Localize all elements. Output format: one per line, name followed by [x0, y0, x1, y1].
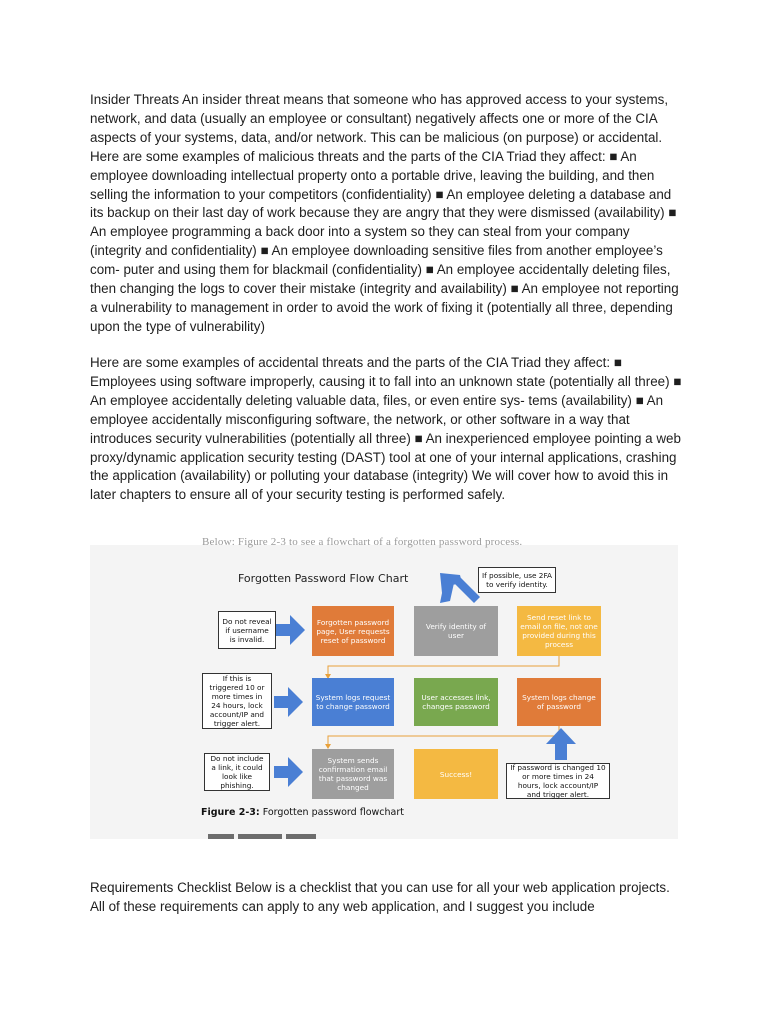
- figure-cropped-bottom-text: [208, 831, 328, 841]
- step-send-reset-link: Send reset link to email on file, not one provided during this process: [517, 606, 601, 656]
- step-send-confirmation: System sends confirmation email that password was changed: [312, 749, 394, 799]
- paragraph-accidental-threats: Here are some examples of accidental threats and the parts of the CIA Triad they affect: ■ Employees using software improperly, causing it to fall into an unknown state (potentially all three) ■ An employee accidentally deleting valuable data, files, or even entire sys- tems (availability) ■ An employee accidentally misconfiguring software, the network, or other software in a way that introduces security vulnerabilities (potentially all three) ■ An inexperienced employee pointing a web proxy/dynamic application security testing (DAST) tool at one of your internal applications, crashing the application (availability) or polluting your database (integrity) We will cover how to avoid this in later chapters to ensure all of your security testing is performed safely.: [90, 355, 682, 503]
- note-password-changed: If password is changed 10 or more times in 24 hours, lock account/IP and trigger alert.: [506, 763, 610, 799]
- arrow-up-icon: [546, 728, 576, 760]
- step-verify-identity: Verify identity of user: [414, 606, 498, 656]
- caption-label: Figure 2-3:: [201, 807, 260, 818]
- caption-text: Forgotten password flowchart: [259, 807, 404, 818]
- arrow-right-icon: [274, 757, 304, 787]
- figure-caption: [201, 807, 404, 818]
- step-success: Success!: [414, 749, 498, 799]
- arrow-right-icon: [276, 615, 306, 645]
- note-2fa: If possible, use 2FA to verify identity.: [478, 567, 556, 593]
- arrow-right-icon: [274, 687, 304, 717]
- step-logs-request: System logs request to change password: [312, 678, 394, 726]
- connector-line: [312, 656, 562, 680]
- step-logs-change: System logs change of password: [517, 678, 601, 726]
- note-username: Do not reveal if username is invalid.: [218, 611, 276, 649]
- figure-cropped-top-text: Below: Figure 2-3 to see a flowchart of a forgotten password process.: [202, 536, 523, 548]
- connector-line: [312, 726, 562, 750]
- paragraph-insider-threats: Insider Threats An insider threat means that someone who has approved access to your systems, network, and data (usually an employee or consultant) negatively affects one or more of the CIA aspects of your systems, data, and/or network. This can be malicious (on purpose) or accidental. Here are some examples of malicious threats and the parts of the CIA Triad they affect: ■ An employee downloading intellectual property onto a portable drive, leaving the building, and then selling the information to your competitors (confidentiality) ■ An employee deleting a database and its backup on their last day of work because they are angry that they were dismissed (availability) ■ An employee programming a back door into a system so they can steal from your company (integrity and confidentiality) ■ An employee downloading sensitive files from another employee’s com- puter and using them for blackmail (confidentiality) ■ An employee accidentally deleting files, then changing the logs to cover their mistake (integrity and availability) ■ An employee not reporting a vulnerability to management in order to avoid the work of fixing it (potentially all three, depending upon the type of vulnerability): [90, 92, 679, 334]
- arrow-down-left-icon: [440, 571, 484, 607]
- flowchart-figure: [90, 536, 678, 839]
- note-no-link: Do not include a link, it could look like phishing.: [204, 753, 270, 791]
- note-triggered-lock: If this is triggered 10 or more times in 24 hours, lock account/IP and trigger alert.: [202, 673, 272, 729]
- step-forgotten-password-page: Forgotten password page, User requests reset of password: [312, 606, 394, 656]
- flowchart-title: Forgotten Password Flow Chart: [238, 572, 409, 585]
- step-user-accesses-link: User accesses link, changes password: [414, 678, 498, 726]
- paragraph-requirements-checklist: Requirements Checklist Below is a checklist that you can use for all your web application projects. All of these requirements can apply to any web application, and I suggest you include: [90, 880, 670, 914]
